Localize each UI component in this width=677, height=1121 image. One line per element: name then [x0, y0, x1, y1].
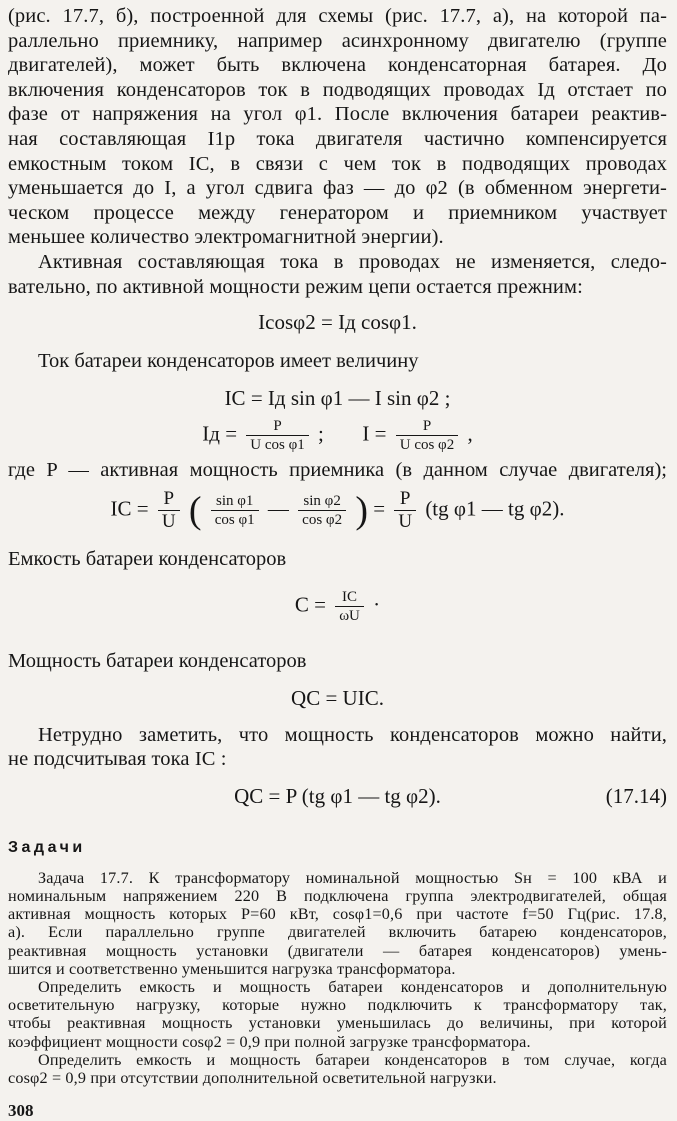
formula-active-current: Icosφ2 = Iд cosφ1.: [258, 310, 417, 335]
section-title: Задачи: [8, 838, 86, 856]
minus-sign: —: [267, 496, 289, 521]
text-line: реактивная мощность установки (двигатели — батарея конденсаторов) умень-: [8, 941, 667, 960]
formula-power-17-14: [8, 784, 667, 809]
text-line: двигателей), может быть включена конденсаторная батарея. До: [8, 54, 667, 77]
text-line: фазе от напряжения на угол φ1. После включения батареи реактив-: [8, 103, 667, 126]
text-line: коэффициент мощности cosφ2 = 0,9 при полной загрузке трансформатора.: [8, 1032, 531, 1051]
text-line: емкостным током IC, в связи с чем ток в подводящих проводах: [8, 152, 667, 175]
formula-lhs: I =: [362, 421, 387, 446]
text-line: Нетрудно заметить, что мощность конденсаторов можно найти,: [38, 723, 667, 746]
paragraph-1: [8, 4, 667, 250]
text-line: а). Если параллельно группе двигателей включить батарею конденсаторов,: [8, 923, 667, 942]
text-line: cosφ2 = 0,9 при отсутствии дополнительной осветительной нагрузки.: [8, 1068, 497, 1087]
fraction: [394, 488, 416, 533]
text-line: номинальным напряжением 220 В подключена группа электродвигателей, общая: [8, 886, 667, 905]
formula-separator: ;: [318, 421, 324, 446]
fraction-numerator: P: [273, 417, 282, 434]
equation-number: (17.14): [605, 783, 667, 808]
formula-lhs: IC =: [110, 496, 149, 521]
text-line: Определить емкость и мощность батареи конденсаторов в том случае, когда: [38, 1050, 667, 1069]
formula-capacitor-current: [8, 488, 667, 533]
text-line: Активная составляющая тока в проводах не изменяется, следо-: [38, 250, 667, 273]
fraction-denominator: cos φ2: [298, 510, 346, 529]
text-line: Определить емкость и мощность батареи конденсаторов и дополнительную: [38, 977, 667, 996]
text-line: Задача 17.7. К трансформатору номинальной мощностью Sн = 100 кВА и: [38, 868, 667, 887]
text-line: (рис. 17.7, б), построенной для схемы (рис. 17.7, а), на которой па-: [8, 5, 667, 27]
fraction-denominator: cos φ1: [211, 510, 259, 529]
formula-battery-power: QC = UIC.: [291, 685, 384, 710]
right-paren: ): [355, 489, 368, 532]
text-line: активная мощность которых P=60 кВт, cosφ1=0,6 при частоте f=50 Гц(рис. 17.8,: [8, 905, 667, 924]
fraction: [211, 492, 259, 529]
formula-end: ,: [467, 421, 473, 446]
fraction: [335, 588, 364, 625]
paragraph-2: [8, 250, 667, 299]
task-paragraph-2: [8, 978, 667, 1051]
text-line: ная составляющая I1р тока двигателя частично компенсируется: [8, 127, 667, 150]
fraction-numerator: IC: [342, 588, 358, 605]
text-line: раллельно приемнику, например асинхронному двигателю (группе: [8, 29, 667, 52]
text-power: Мощность батареи конденсаторов: [8, 649, 307, 672]
fraction: [246, 417, 309, 454]
text-capacity: Емкость батареи конденсаторов: [8, 548, 287, 571]
left-paren: (: [188, 489, 202, 532]
text-battery-current: Ток батареи конденсаторов имеет величину: [38, 350, 419, 373]
formula-battery-current: IC = Iд sin φ1 — I sin φ2 ;: [224, 385, 451, 410]
text-line: осветительную нагрузку, которые нужно подключить к трансформатору так,: [8, 996, 667, 1015]
fraction-denominator: ωU: [335, 606, 364, 625]
task-paragraph-3: [8, 1051, 667, 1087]
fraction-denominator: U: [158, 510, 180, 533]
text-line: уменьшается до I, а угол сдвига фаз — до φ2 (в обменном энергети-: [8, 177, 667, 200]
fraction-denominator: U cos φ2: [396, 435, 459, 454]
fraction: [396, 417, 459, 454]
text-line: шится и соответственно уменьшится нагрузка трансформатора.: [8, 959, 456, 978]
fraction-numerator: P: [163, 488, 175, 510]
fraction-denominator: U cos φ1: [246, 435, 309, 454]
formula-lhs: C =: [294, 592, 326, 617]
text-line: включения конденсаторов ток в подводящих проводах Iд отстает по: [8, 78, 667, 101]
page-number: 308: [8, 1101, 34, 1121]
formula-expression: QC = P (tg φ1 — tg φ2).: [234, 783, 441, 808]
fraction-denominator: U: [394, 510, 416, 533]
formula-currents: [8, 417, 667, 454]
text-line: меньшее количество электромагнитной энергии).: [8, 226, 444, 249]
text-line: ческом процессе между генератором и приемником участвует: [8, 201, 667, 224]
formula-capacitance: [8, 588, 667, 625]
text-line: вательно, по активной мощности режим цепи остается прежним:: [8, 275, 583, 298]
task-paragraph-1: [8, 869, 667, 978]
text-line: не подсчитывая тока IC :: [8, 748, 227, 771]
fraction-numerator: sin φ1: [216, 493, 254, 510]
fraction-numerator: P: [399, 488, 411, 510]
formula-lhs: Iд =: [202, 421, 238, 446]
equals-sign: =: [373, 496, 386, 521]
formula-tail: (tg φ1 — tg φ2).: [425, 496, 565, 521]
paragraph-3: [8, 723, 667, 772]
text-where: где P — активная мощность приемника (в данном случае двигателя);: [8, 458, 667, 481]
fraction-numerator: P: [422, 417, 432, 434]
fraction-numerator: sin φ2: [303, 493, 341, 510]
fraction: [158, 488, 180, 533]
formula-end: ·: [373, 592, 381, 617]
text-line: чтобы реактивная мощность установки уменьшилась до величины, при которой: [8, 1014, 667, 1033]
fraction: [298, 492, 346, 529]
